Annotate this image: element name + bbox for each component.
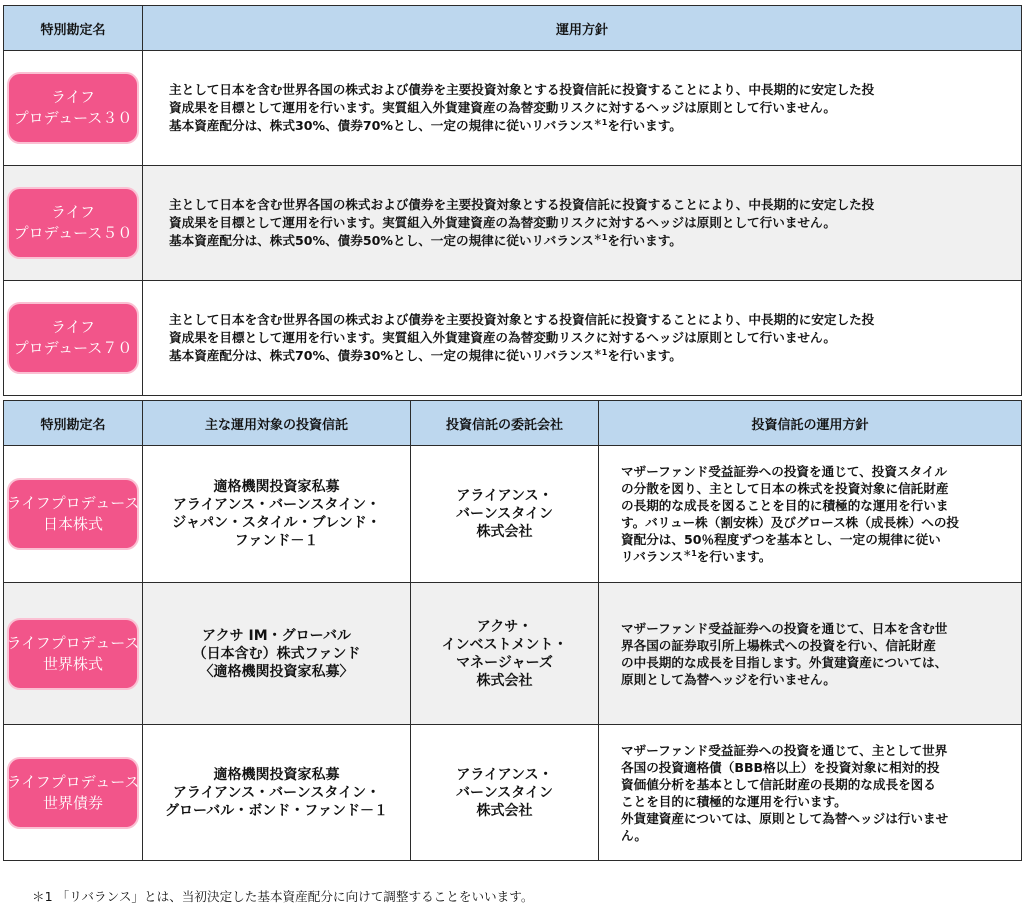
header-fund: 主な運用対象の投資信託 bbox=[143, 401, 411, 446]
footnote-rebalance: ＊1 「リバランス」とは、当初決定した基本資産配分に向けて調整することをいいます。 bbox=[32, 889, 534, 904]
header-company: 投資信託の委託会社 bbox=[411, 401, 599, 446]
company-name: アクサ・ インベストメント・ マネージャーズ 株式会社 bbox=[411, 583, 599, 725]
allocation-policy-table bbox=[3, 5, 1022, 396]
policy-description: 主として日本を含む世界各国の株式および債券を主要投資対象とする投資信託に投資することにより、中長期的に安定した投 資成果を目標として運用を行います。実質組入外貨建資産の為替変動リスクに対するヘッジは原則として行いません。 基本資産配分は、株式50%、債券50%とし、一定の規律に従いリバランス$^{*1}$を行います。 bbox=[143, 166, 1022, 281]
account-badge-global-equity: ライフプロデュース 世界株式 bbox=[7, 618, 139, 690]
company-name: アライアンス・ バーンスタイン 株式会社 bbox=[411, 725, 599, 861]
header-account-name: 特別勘定名 bbox=[4, 401, 143, 446]
account-badge-global-bond: ライフプロデュース 世界債券 bbox=[7, 757, 139, 829]
account-badge-life-produce-30: ライフ プロデュース３０ bbox=[7, 72, 139, 144]
company-name: アライアンス・ バーンスタイン 株式会社 bbox=[411, 446, 599, 583]
table-header-row bbox=[4, 401, 1022, 446]
table-row bbox=[4, 281, 1022, 396]
fund-name: 適格機関投資家私募 アライアンス・バーンスタイン・ ジャパン・スタイル・ブレンド・ ファンド－１ bbox=[143, 446, 411, 583]
table-header-row bbox=[4, 6, 1022, 51]
header-account-name: 特別勘定名 bbox=[4, 6, 143, 51]
account-badge-japan-equity: ライフプロデュース 日本株式 bbox=[7, 478, 139, 550]
table-row bbox=[4, 583, 1022, 725]
table-row bbox=[4, 446, 1022, 583]
fund-table bbox=[3, 400, 1022, 861]
fund-policy: マザーファンド受益証券への投資を通じて、主として世界 各国の投資適格債（BBB格以上）を投資対象に相対的投 資価値分析を基本として信託財産の長期的な成長を図る ことを目的に積極的な運用を行います。 外貨建資産については、原則として為替ヘッジは行いませ ん。 bbox=[599, 725, 1022, 861]
table-row bbox=[4, 725, 1022, 861]
fund-policy: マザーファンド受益証券への投資を通じて、投資スタイル の分散を図り、主として日本の株式を投資対象に信託財産 の長期的な成長を図ることを目的に積極的な運用を行いま す。バリュー株（割安株）及びグロース株（成長株）への投 資配分は、50％程度ずつを基本とし、一定の規律に従い リバランス$^{*1}$を行います。 bbox=[599, 446, 1022, 583]
table-row bbox=[4, 51, 1022, 166]
table-row bbox=[4, 166, 1022, 281]
fund-policy: マザーファンド受益証券への投資を通じて、日本を含む世 界各国の証券取引所上場株式への投資を行い、信託財産 の中長期的な成長を目指します。外貨建資産については、 原則として為替ヘッジを行いません。 bbox=[599, 583, 1022, 725]
account-badge-life-produce-70: ライフ プロデュース７０ bbox=[7, 302, 139, 374]
header-fund-policy: 投資信託の運用方針 bbox=[599, 401, 1022, 446]
policy-description: 主として日本を含む世界各国の株式および債券を主要投資対象とする投資信託に投資することにより、中長期的に安定した投 資成果を目標として運用を行います。実質組入外貨建資産の為替変動リスクに対するヘッジは原則として行いません。 基本資産配分は、株式70%、債券30%とし、一定の規律に従いリバランス$^{*1}$を行います。 bbox=[143, 281, 1022, 396]
account-badge-life-produce-50: ライフ プロデュース５０ bbox=[7, 187, 139, 259]
fund-name: 適格機関投資家私募 アライアンス・バーンスタイン・ グローバル・ボンド・ファンド－１ bbox=[143, 725, 411, 861]
header-policy: 運用方針 bbox=[143, 6, 1022, 51]
policy-description: 主として日本を含む世界各国の株式および債券を主要投資対象とする投資信託に投資することにより、中長期的に安定した投 資成果を目標として運用を行います。実質組入外貨建資産の為替変動リスクに対するヘッジは原則として行いません。 基本資産配分は、株式30%、債券70%とし、一定の規律に従いリバランス$^{*1}$を行います。 bbox=[143, 51, 1022, 166]
fund-name: アクサ IM・グローバル （日本含む）株式ファンド 〈適格機関投資家私募〉 bbox=[143, 583, 411, 725]
